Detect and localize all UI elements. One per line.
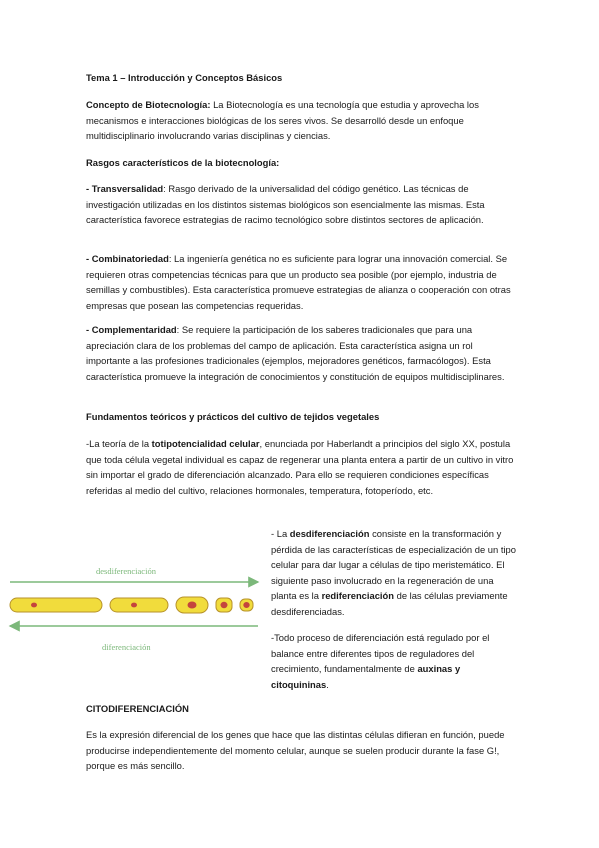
citodiferenciacion-heading: CITODIFERENCIACIÓN [86,703,189,714]
regulacion-term: auxinas y citoquininas [271,663,461,690]
regulacion-pre: -Todo proceso de diferenciación está regulado por el balance entre diferentes tipos de reguladores del crecimiento, fundamentalmente de [271,632,490,674]
cell-nucleus [188,602,197,609]
complementaridad-paragraph [86,322,516,384]
document-title: Tema 1 – Introducción y Conceptos Básicos [86,72,283,83]
cell-nucleus [221,602,228,608]
regulacion-paragraph [271,630,519,692]
differentiation-diagram [0,528,266,664]
differentiation-figure [0,528,266,664]
desdiferenciacion-post: de las células previamente desdiferenciadas. [271,590,508,617]
complementaridad-text: : Se requiere la participación de los saberes tradicionales que para una apreciación clara de los problemas del campo de aplicación. Esta característica asigna un rol importante a las profesiones tradicionales (ejemplos, mejoradores genéticos, farmacólogos). Esta característica promueve la integración de conocimientos y constitución de equipos multidisciplinares. [86,324,505,382]
desdiferenciacion-term: desdiferenciación [289,528,370,539]
totipotencialidad-paragraph [86,436,516,498]
transversalidad-label: - Transversalidad [86,183,164,194]
transversalidad-text: : Rasgo derivado de la universalidad del código genético. Las técnicas de investigación utilizadas en los distintos sistemas biológicos son esencialmente las mismas. Esta característica favorece estrategias de racimo tecnológico sobre distintos sectores de aplicación. [86,183,485,225]
cell-nucleus [131,603,137,608]
medium-cell [110,598,168,612]
totipotencialidad-post: , enunciada por Haberlandt a principios del siglo XX, postula que toda célula vegetal individual es capaz de regenerar una planta entera a partir de un cultivo in vitro sin importar el grado de diferenciación alcanzado. Para ello se requieren condiciones específicas referidas al medio del cultivo, relaciones hormonales, temperatura, fotoperíodo, etc. [86,438,514,496]
desdiferenciacion-paragraph [271,526,519,619]
citodiferenciacion-paragraph: Es la expresión diferencial de los genes que hace que las distintas células difieran en función, puede producirse independientemente del momento celular, aunque se suelen producir durante la fase G!, porque es más sencillo. [86,729,505,771]
concept-text: La Biotecnología es una tecnología que estudia y aprovecha los mecanismos e interacciones biológicas de los seres vivos. Se desarrolló desde un enfoque multidisciplinario involucrando varias disciplinas y ciencias. [86,99,479,141]
totipotencialidad-term: totipotencialidad celular [151,438,260,449]
totipotencialidad-pre: -La teoría de la [86,438,152,449]
concept-label: Concepto de Biotecnología: [86,99,211,110]
transversalidad-paragraph [86,181,516,228]
rediferenciacion-term: rediferenciación [321,590,394,601]
combinatoriedad-text: : La ingeniería genética no es suficiente para lograr una innovación comercial. Se requieren otras competencias técnicas para que un producto sea posible (por ejemplo, industria de semillas y combustibles). Esta característica promueve estrategias de alianza o cooperación con otras empresas que posean las competencias requeridas. [86,253,511,311]
cell-nucleus [243,602,249,608]
fundamentos-heading: Fundamentos teóricos y prácticos del cultivo de tejidos vegetales [86,411,380,422]
cell-nucleus [31,603,37,608]
regulacion-post: . [326,678,329,690]
dedifferentiation-label: desdiferenciación [96,566,156,576]
combinatoriedad-label: - Combinatoriedad [86,253,169,264]
desdiferenciacion-mid: consiste en la transformación y pérdida de las características de especialización de un tipo celular para dar lugar a células de tipo meristemático. El siguiente paso involucrado en la regeneración de una planta es la [271,528,516,601]
elongated-cell [10,598,102,612]
combinatoriedad-paragraph [86,251,516,313]
desdiferenciacion-pre: - La [271,528,290,539]
differentiation-label: diferenciación [102,642,151,652]
concept-paragraph [86,97,516,144]
complementaridad-label: - Complementaridad [86,324,177,335]
rasgos-heading: Rasgos característicos de la biotecnología: [86,157,280,168]
